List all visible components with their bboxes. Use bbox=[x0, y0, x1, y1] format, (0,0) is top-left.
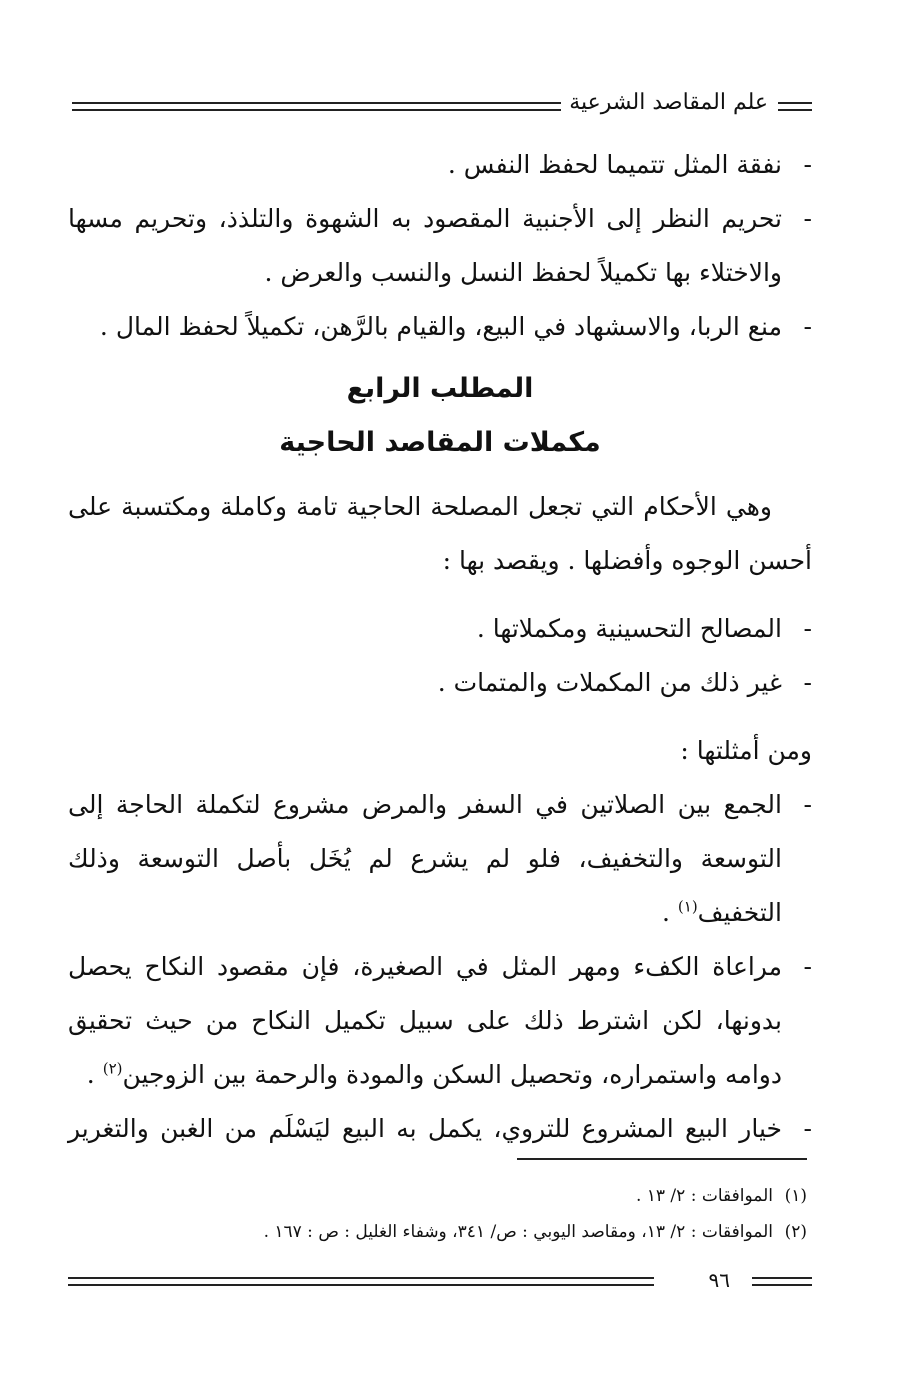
examples-label: ومن أمثلتها : bbox=[680, 736, 812, 765]
bullet-dash: - bbox=[803, 952, 812, 981]
text-line: التخفيف$^{(١)}$ . bbox=[661, 897, 782, 927]
footnote bbox=[167, 1214, 807, 1250]
text-line: تحريم النظر إلى الأجنبية المقصود به الشهوة والتلذذ، وتحريم مسها bbox=[68, 204, 782, 233]
footer-rule-right bbox=[752, 1277, 812, 1286]
text-line: خيار البيع المشروع للتروي، يكمل به البيع ليَسْلَم من الغبن والتغرير bbox=[68, 1114, 782, 1143]
example-text bbox=[68, 1102, 782, 1156]
text-line: التوسعة والتخفيف، فلو لم يشرع لم يُخَل بأصل التوسعة وذلك bbox=[68, 844, 782, 873]
footnote-text: الموافقات : ٢/ ١٣، ومقاصد اليوبي : ص/ ٣٤١، وشفاء الغليل : ص : ١٦٧ . bbox=[263, 1222, 773, 1242]
text-line: مراعاة الكفء ومهر المثل في الصغيرة، فإن مقصود النكاح يحصل bbox=[68, 952, 782, 981]
intro-line: وهي الأحكام التي تجعل المصلحة الحاجية تامة وكاملة ومكتسبة على bbox=[68, 492, 772, 521]
bullet-dash: - bbox=[803, 668, 812, 697]
example-item bbox=[68, 778, 812, 940]
example-text bbox=[68, 940, 782, 1102]
list-item-text: غير ذلك من المكملات والمتمات . bbox=[437, 668, 782, 697]
bullet-dash: - bbox=[803, 790, 812, 819]
section-heading: المطلب الرابع bbox=[346, 373, 534, 404]
footnote-number: (٢) bbox=[784, 1222, 807, 1242]
footnote-ref: (٢) bbox=[102, 1059, 123, 1078]
header-rule-left bbox=[72, 102, 564, 111]
page-body bbox=[68, 138, 812, 1156]
list-item-text: المصالح التحسينية ومكملاتها . bbox=[476, 614, 782, 643]
page-number: ٩٦ bbox=[699, 1268, 740, 1292]
list-item-text: منع الربا، والاسشهاد في البيع، والقيام بالرَّهن، تكميلاً لحفظ المال . bbox=[99, 312, 782, 341]
footnote-ref: (١) bbox=[677, 897, 698, 916]
bullet-dash: - bbox=[803, 312, 812, 341]
footnotes bbox=[167, 1178, 807, 1250]
header-title: علم المقاصد الشرعية bbox=[561, 90, 776, 115]
list-item bbox=[68, 300, 812, 354]
list-item-text bbox=[68, 192, 782, 300]
running-header bbox=[72, 86, 812, 126]
text-line: بدونها، لكن اشترط ذلك على سبيل تكميل النكاح من حيث تحقيق bbox=[68, 1006, 782, 1035]
bullet-dash: - bbox=[803, 1114, 812, 1143]
list-item bbox=[68, 656, 812, 710]
section-subheading: مكملات المقاصد الحاجية bbox=[279, 427, 601, 458]
footnote-text: الموافقات : ٢/ ١٣ . bbox=[635, 1186, 773, 1206]
example-text bbox=[68, 778, 782, 940]
example-item bbox=[68, 940, 812, 1102]
bullet-dash: - bbox=[803, 150, 812, 179]
list-item bbox=[68, 192, 812, 300]
footnote-separator bbox=[517, 1158, 807, 1160]
footnote-number: (١) bbox=[784, 1186, 807, 1206]
intro-line: أحسن الوجوه وأفضلها . ويقصد بها : bbox=[442, 546, 812, 575]
page-footer bbox=[68, 1268, 812, 1298]
list-item-text: نفقة المثل تتميما لحفظ النفس . bbox=[447, 150, 782, 179]
footnote bbox=[167, 1178, 807, 1214]
footer-rule-left bbox=[68, 1277, 654, 1286]
bullet-dash: - bbox=[803, 204, 812, 233]
text-line: دوامه واستمراره، وتحصيل السكن والمودة والرحمة بين الزوجين$^{(٢)}$ . bbox=[86, 1059, 782, 1089]
text-line: الجمع بين الصلاتين في السفر والمرض مشروع لتكملة الحاجة إلى bbox=[68, 790, 782, 819]
list-item bbox=[68, 138, 812, 192]
list-item bbox=[68, 602, 812, 656]
bullet-dash: - bbox=[803, 614, 812, 643]
header-rule-right bbox=[778, 102, 812, 111]
example-item bbox=[68, 1102, 812, 1156]
text-line: والاختلاء بها تكميلاً لحفظ النسل والنسب والعرض . bbox=[264, 258, 782, 287]
